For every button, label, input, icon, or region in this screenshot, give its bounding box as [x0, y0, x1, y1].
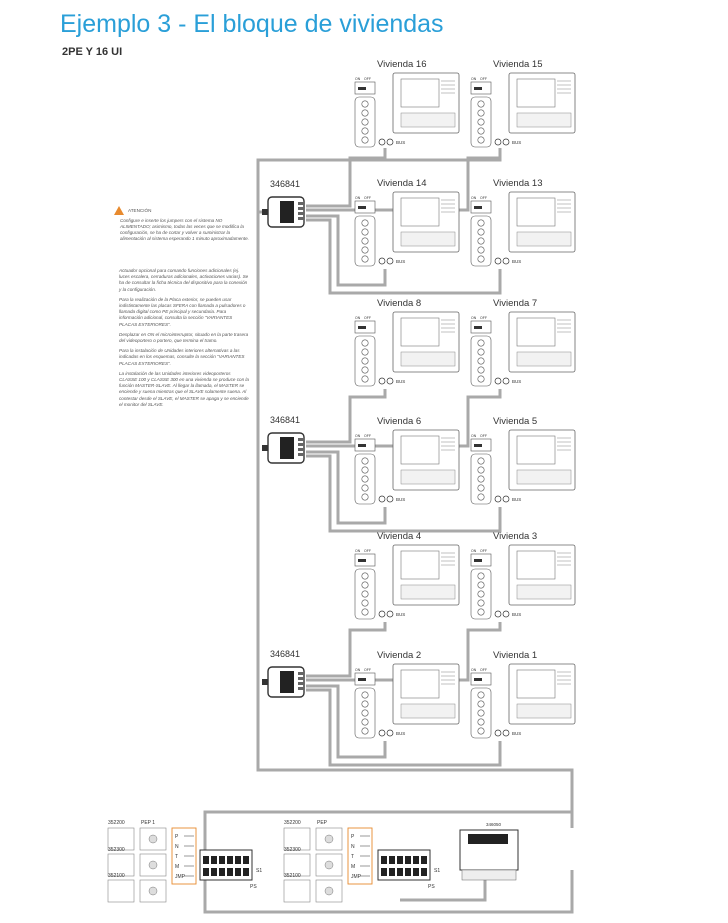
- keypad-button: [478, 367, 484, 373]
- keypad-button: [478, 110, 484, 116]
- monitor-buttons: [401, 704, 455, 718]
- keypad-button: [362, 229, 368, 235]
- derivator-output: [298, 448, 304, 451]
- keypad-button: [478, 238, 484, 244]
- keypad-button: [362, 349, 368, 355]
- panel-code: 352200: [108, 820, 125, 826]
- bus-terminal: [495, 258, 501, 264]
- panel-module: [284, 880, 310, 902]
- interface-terminal: [413, 856, 419, 864]
- bus-label: BUS: [512, 379, 522, 384]
- keypad-button: [478, 119, 484, 125]
- bus-wire: [306, 150, 385, 206]
- derivator-connector: [280, 437, 294, 459]
- dip-switch-knob: [358, 444, 366, 447]
- keypad-button: [362, 340, 368, 346]
- bus-terminal: [503, 496, 509, 502]
- warning-text: Configure e inserte los jumpers con el sistema NO ALIMENTADO; asimismo, todas las veces que se modifica la configuración, se ha de cortar y volver a suministrar la alimentación al sistema esperando 1 minuto aproximadamente.: [120, 218, 249, 241]
- monitor-screen: [517, 436, 555, 464]
- monitor-buttons: [401, 352, 455, 366]
- switch-off-label: OFF: [364, 77, 371, 81]
- keypad-button: [362, 101, 368, 107]
- panel-pep-label: PEP: [317, 820, 328, 826]
- switch-off-label: OFF: [364, 668, 371, 672]
- derivator-code: 346841: [270, 179, 301, 189]
- monitor-screen: [401, 318, 439, 346]
- keypad-button: [362, 128, 368, 134]
- keypad-button: [478, 692, 484, 698]
- interface-terminal: [389, 868, 395, 876]
- derivator-input: [262, 209, 268, 215]
- keypad-button: [362, 600, 368, 606]
- derivator-input: [262, 445, 268, 451]
- s1-label: S1: [434, 868, 441, 874]
- dip-switch-knob: [358, 326, 366, 329]
- keypad-button: [362, 137, 368, 143]
- derivator-output: [298, 677, 304, 680]
- keypad-button: [362, 728, 368, 734]
- terminal-label: N: [351, 844, 355, 850]
- monitor-buttons: [401, 470, 455, 484]
- s1-label: S1: [256, 868, 263, 874]
- bus-label: BUS: [396, 612, 406, 617]
- bus-terminal: [379, 378, 385, 384]
- dip-switch-knob: [358, 206, 366, 209]
- keypad-button: [362, 692, 368, 698]
- interface-terminal: [227, 856, 233, 864]
- interface-terminal: [219, 856, 225, 864]
- interface-terminal: [243, 856, 249, 864]
- switch-on-label: ON: [355, 196, 361, 200]
- derivator-output: [298, 438, 304, 441]
- terminal-label: M: [175, 864, 180, 870]
- keypad-button: [478, 376, 484, 382]
- keypad-button: [478, 573, 484, 579]
- bus-wire: [400, 880, 485, 900]
- keypad-button: [478, 609, 484, 615]
- keypad-button: [362, 701, 368, 707]
- monitor-buttons: [517, 470, 571, 484]
- bus-label: BUS: [396, 379, 406, 384]
- keypad-button: [362, 582, 368, 588]
- bus-wire: [306, 622, 385, 676]
- derivator-output: [298, 443, 304, 446]
- bus-label: BUS: [512, 731, 522, 736]
- switch-off-label: OFF: [480, 196, 487, 200]
- terminal-label: JMP: [351, 874, 361, 880]
- bus-terminal: [495, 730, 501, 736]
- apartment-label: Vivienda 14: [377, 178, 427, 189]
- keypad-button: [362, 591, 368, 597]
- keypad-button: [362, 376, 368, 382]
- interface-terminal: [203, 868, 209, 876]
- switch-on-label: ON: [471, 434, 477, 438]
- switch-on-label: ON: [355, 434, 361, 438]
- bus-terminal: [503, 378, 509, 384]
- dip-switch-knob: [474, 444, 482, 447]
- note-3: Desplazar en ON el microinterruptor, situado en la parte trasera del videoportero o portero, que termina el tramo.: [119, 331, 249, 344]
- bus-terminal: [379, 496, 385, 502]
- dip-switch-knob: [358, 678, 366, 681]
- apartment-label: Vivienda 2: [377, 650, 422, 661]
- bus-terminal: [495, 378, 501, 384]
- switch-off-label: OFF: [480, 77, 487, 81]
- power-supply-rail: [462, 870, 516, 880]
- panel-code: 352200: [284, 820, 301, 826]
- keypad-button: [478, 719, 484, 725]
- bus-label: BUS: [396, 731, 406, 736]
- keypad-button: [478, 349, 484, 355]
- apartment-label: Vivienda 15: [493, 59, 543, 70]
- bus-terminal: [387, 139, 393, 145]
- keypad-button: [478, 458, 484, 464]
- monitor-screen: [517, 79, 555, 107]
- switch-on-label: ON: [471, 316, 477, 320]
- derivator-output: [298, 672, 304, 675]
- terminal-label: P: [175, 834, 179, 840]
- switch-on-label: ON: [471, 549, 477, 553]
- switch-off-label: OFF: [364, 196, 371, 200]
- monitor-screen: [517, 670, 555, 698]
- monitor-screen: [401, 79, 439, 107]
- switch-on-label: ON: [471, 77, 477, 81]
- panel-code: 352100: [284, 873, 301, 879]
- derivator-output: [298, 207, 304, 210]
- keypad-button: [478, 476, 484, 482]
- derivator-output: [298, 682, 304, 685]
- derivator-output: [298, 453, 304, 456]
- terminal-label: T: [351, 854, 355, 860]
- monitor-screen: [401, 198, 439, 226]
- keypad-button: [478, 582, 484, 588]
- derivator-output: [298, 212, 304, 215]
- terminal-label: T: [175, 854, 179, 860]
- interface-terminal: [397, 856, 403, 864]
- terminal-label: N: [175, 844, 179, 850]
- page-title: Ejemplo 3 - El bloque de viviendas: [60, 10, 444, 38]
- monitor-buttons: [517, 585, 571, 599]
- switch-off-label: OFF: [480, 316, 487, 320]
- panel-button: [325, 835, 333, 843]
- derivator-connector: [280, 201, 294, 223]
- keypad-button: [362, 609, 368, 615]
- switch-on-label: ON: [355, 668, 361, 672]
- switch-off-label: OFF: [364, 316, 371, 320]
- derivator-output: [298, 687, 304, 690]
- derivator-code: 346841: [270, 415, 301, 425]
- interface-terminal: [219, 868, 225, 876]
- keypad-button: [362, 458, 368, 464]
- dip-switch-knob: [474, 87, 482, 90]
- ps-label: PS: [250, 884, 257, 890]
- interface-terminal: [235, 868, 241, 876]
- switch-on-label: ON: [355, 316, 361, 320]
- panel-button: [149, 835, 157, 843]
- interface-terminal: [421, 868, 427, 876]
- bus-label: BUS: [512, 140, 522, 145]
- dip-switch-knob: [358, 87, 366, 90]
- keypad-button: [478, 229, 484, 235]
- panel-code: 352300: [284, 847, 301, 853]
- keypad-button: [362, 358, 368, 364]
- apartment-label: Vivienda 7: [493, 298, 538, 309]
- bus-terminal: [503, 730, 509, 736]
- note-4: Para la instalación de Unidades interiores alternativas a las indicadas en los esquemas, consulte la sección "VARIANTES PLACAS EXTERIORES".: [119, 348, 245, 366]
- interface-terminal: [227, 868, 233, 876]
- bus-terminal: [387, 258, 393, 264]
- bus-terminal: [387, 611, 393, 617]
- keypad-button: [362, 467, 368, 473]
- bus-terminal: [379, 611, 385, 617]
- derivator-connector: [280, 671, 294, 693]
- keypad-button: [478, 128, 484, 134]
- keypad-button: [478, 600, 484, 606]
- keypad-button: [478, 467, 484, 473]
- bus-terminal: [503, 611, 509, 617]
- bus-terminal: [503, 139, 509, 145]
- derivator-output: [298, 202, 304, 205]
- panel-button: [325, 887, 333, 895]
- interface-terminal: [381, 868, 387, 876]
- keypad-button: [478, 340, 484, 346]
- panel-code: 352300: [108, 847, 125, 853]
- backbone-wire: [258, 190, 268, 212]
- monitor-screen: [517, 198, 555, 226]
- keypad-button: [478, 101, 484, 107]
- power-supply-terminals: [468, 834, 508, 844]
- note-1: Actuador opcional para comando funciones adicionales (ej. luces escalera, cerraduras adicionales, activaciones varias). Se ha de consultar la ficha técnica del dispositivo para la conexión y la configuración.: [119, 268, 249, 292]
- switch-off-label: OFF: [364, 434, 371, 438]
- panel-button: [149, 887, 157, 895]
- monitor-buttons: [517, 113, 571, 127]
- keypad-button: [362, 719, 368, 725]
- power-supply-code: 346050: [486, 822, 502, 827]
- monitor-buttons: [401, 113, 455, 127]
- switch-on-label: ON: [471, 196, 477, 200]
- interface-terminal: [235, 856, 241, 864]
- apartment-label: Vivienda 8: [377, 298, 422, 309]
- panel-module: [108, 880, 134, 902]
- keypad-button: [362, 247, 368, 253]
- bus-terminal: [495, 611, 501, 617]
- keypad-button: [478, 710, 484, 716]
- apartment-label: Vivienda 1: [493, 650, 538, 661]
- bus-label: BUS: [396, 497, 406, 502]
- dip-switch-knob: [358, 559, 366, 562]
- bus-terminal: [387, 378, 393, 384]
- dip-switch-knob: [474, 678, 482, 681]
- derivator-code: 346841: [270, 649, 301, 659]
- keypad-button: [362, 494, 368, 500]
- apartment-label: Vivienda 5: [493, 416, 538, 427]
- interface-terminal: [211, 856, 217, 864]
- derivator-output: [298, 217, 304, 220]
- keypad-button: [362, 485, 368, 491]
- switch-off-label: OFF: [480, 549, 487, 553]
- bus-wire: [306, 389, 385, 442]
- interface-terminal: [397, 868, 403, 876]
- bus-terminal: [503, 258, 509, 264]
- monitor-screen: [401, 551, 439, 579]
- keypad-button: [478, 247, 484, 253]
- ps-label: PS: [428, 884, 435, 890]
- interface-terminal: [203, 856, 209, 864]
- keypad-button: [478, 485, 484, 491]
- keypad-button: [362, 367, 368, 373]
- dip-switch-knob: [474, 326, 482, 329]
- keypad-button: [362, 110, 368, 116]
- bus-label: BUS: [396, 259, 406, 264]
- apartment-label: Vivienda 16: [377, 59, 427, 70]
- bus-terminal: [379, 730, 385, 736]
- bus-terminal: [387, 496, 393, 502]
- note-5: La instalación de las Unidades interiores videoporteros CLASSE 100 y CLASSE 300 en una vivienda se produce con la función MASTER-SLAVE. Al llegar la llamada, el MASTER se enciende y suena mientras que el SLAVE solamente suena. Al contestar desde el SLAVE, el MASTER se apaga y se enciende el monitor del SLAVE.: [119, 370, 249, 407]
- keypad-button: [478, 728, 484, 734]
- keypad-button: [478, 494, 484, 500]
- keypad-button: [478, 137, 484, 143]
- monitor-buttons: [517, 704, 571, 718]
- interface-terminal: [413, 868, 419, 876]
- keypad-button: [478, 701, 484, 707]
- dip-switch-knob: [474, 206, 482, 209]
- interface-terminal: [405, 856, 411, 864]
- switch-off-label: OFF: [480, 668, 487, 672]
- switch-on-label: ON: [355, 549, 361, 553]
- apartment-label: Vivienda 4: [377, 531, 422, 542]
- panel-button: [149, 861, 157, 869]
- bus-terminal: [387, 730, 393, 736]
- interface-terminal: [381, 856, 387, 864]
- keypad-button: [478, 256, 484, 262]
- keypad-button: [362, 710, 368, 716]
- keypad-button: [478, 220, 484, 226]
- apartment-label: Vivienda 3: [493, 531, 538, 542]
- interface-terminal: [405, 868, 411, 876]
- derivator-input: [262, 679, 268, 685]
- bus-label: BUS: [512, 612, 522, 617]
- keypad-button: [362, 573, 368, 579]
- monitor-screen: [401, 670, 439, 698]
- keypad-button: [478, 358, 484, 364]
- terminal-label: JMP: [175, 874, 185, 880]
- terminal-label: M: [351, 864, 356, 870]
- panel-code: 352100: [108, 873, 125, 879]
- monitor-screen: [401, 436, 439, 464]
- bus-terminal: [495, 496, 501, 502]
- switch-on-label: ON: [355, 77, 361, 81]
- bus-label: BUS: [512, 497, 522, 502]
- keypad-button: [478, 591, 484, 597]
- dip-switch-knob: [474, 559, 482, 562]
- interface-terminal: [243, 868, 249, 876]
- monitor-buttons: [517, 232, 571, 246]
- page-subtitle: 2PE Y 16 UI: [62, 46, 123, 58]
- panel-button: [325, 861, 333, 869]
- monitor-screen: [517, 551, 555, 579]
- terminal-label: P: [351, 834, 355, 840]
- keypad-button: [362, 256, 368, 262]
- switch-on-label: ON: [471, 668, 477, 672]
- apartment-label: Vivienda 13: [493, 178, 543, 189]
- bus-label: BUS: [396, 140, 406, 145]
- monitor-buttons: [517, 352, 571, 366]
- keypad-button: [362, 238, 368, 244]
- warning-heading: ATENCIÓN: [128, 207, 152, 213]
- monitor-screen: [517, 318, 555, 346]
- panel-pep-label: PEP 1: [141, 820, 156, 826]
- bus-terminal: [495, 139, 501, 145]
- monitor-buttons: [401, 585, 455, 599]
- bus-label: BUS: [512, 259, 522, 264]
- interface-terminal: [421, 856, 427, 864]
- note-2: Para la realización de la Placa exterior, se pueden usar indistintamente las placas SFERA con llamada a pulsadores o llamada digital como PE principal y secundaria. Para información adicional, consulta la sección "VARIANTES PLACAS EXTERIORES".: [119, 296, 246, 327]
- keypad-button: [362, 220, 368, 226]
- keypad-button: [362, 119, 368, 125]
- keypad-button: [362, 476, 368, 482]
- apartment-label: Vivienda 6: [377, 416, 422, 427]
- bus-terminal: [379, 258, 385, 264]
- monitor-buttons: [401, 232, 455, 246]
- bus-terminal: [379, 139, 385, 145]
- switch-off-label: OFF: [480, 434, 487, 438]
- interface-terminal: [211, 868, 217, 876]
- switch-off-label: OFF: [364, 549, 371, 553]
- interface-terminal: [389, 856, 395, 864]
